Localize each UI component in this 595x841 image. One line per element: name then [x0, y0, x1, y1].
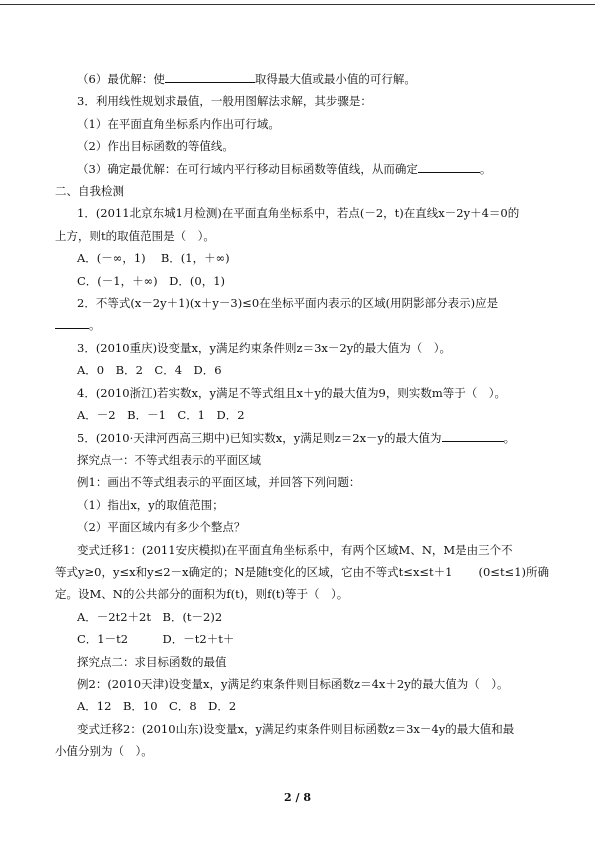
option-line: A．(－∞，1) B．(1，＋∞)	[77, 251, 230, 266]
text-line: 例1：画出不等式组表示的平面区域，并回答下列问题：	[77, 475, 361, 490]
option-line: C．(－1，＋∞) D．(0，1)	[77, 273, 225, 288]
text-line: 定。设M、N的公共部分的面积为f(t)，则f(t)等于（ ）。	[55, 587, 349, 602]
text-line: 小值分别为（ ）。	[55, 744, 153, 759]
fill-blank	[165, 69, 255, 83]
section-heading: 二、自我检测	[55, 184, 124, 199]
text-line: 例2：(2010天津)设变量x，y满足约束条件则目标函数z＝4x＋2y的最大值为（ ）。	[77, 676, 509, 691]
section-heading: 探究点二：求目标函数的最值	[77, 654, 227, 669]
text-line: 上方，则t的取值范围是（ ）。	[55, 228, 215, 243]
option-line: C．1－t2 D．－t2＋t＋	[77, 632, 235, 647]
text-line: 2．不等式(x－2y＋1)(x＋y－3)≤0在坐标平面内表示的区域(用阴影部分表示)应是	[77, 296, 499, 311]
page-number: 2 / 8	[284, 791, 311, 804]
text-line: 3．利用线性规划求最值，一般用图解法求解，其步骤是：	[77, 94, 372, 109]
section-heading: 探究点一：不等式组表示的平面区域	[77, 452, 261, 467]
text-line: （2）平面区域内有多少个整点？	[77, 520, 246, 535]
text-line: 变式迁移1：(2011安庆模拟)在平面直角坐标系中，有两个区域M、N，M是由三个不	[77, 542, 513, 557]
text-line: 1．(2011北京东城1月检测)在平面直角坐标系中，若点(－2，t)在直线x－2y＋4＝0的	[77, 206, 520, 221]
page-body	[55, 68, 549, 763]
text-line: 变式迁移2：(2010山东)设变量x，y满足约束条件则目标函数z＝3x－4y的最大值和最	[77, 721, 515, 736]
text-line: 。	[55, 314, 545, 336]
text-line: 5．(2010·天津河西高三期中)已知实数x，y满足则z＝2x－y的最大值为 。	[55, 427, 545, 449]
option-line: A．－2 B．－1 C．1 D．2	[77, 408, 245, 423]
text-line: （2）作出目标函数的等值线。	[77, 139, 234, 154]
fill-blank	[442, 428, 504, 442]
fill-blank	[418, 159, 480, 173]
top-rule	[0, 4, 595, 5]
text-line: 4．(2010浙江)若实数x，y满足不等式组且x＋y的最大值为9，则实数m等于（ ）。	[77, 385, 506, 400]
option-line: A．12 B．10 C．8 D．2	[77, 699, 237, 714]
text-line: 3．(2010重庆)设变量x，y满足约束条件则z＝3x－2y的最大值为（ ）。	[77, 340, 451, 355]
text-line: （1）在平面直角坐标系内作出可行域。	[77, 116, 280, 131]
option-line: A．0 B．2 C．4 D．6	[77, 363, 222, 378]
text-line: （3）确定最优解：在可行域内平行移动目标函数等值线，从而确定 。	[55, 158, 545, 180]
text-line: （6）最优解：使 取得最大值或最小值的可行解。	[55, 68, 545, 90]
fill-blank	[55, 315, 89, 329]
text-line: （1）指出x，y的取值范围；	[77, 497, 224, 512]
option-line: A．－2t2＋2t B．(t－2)2	[77, 609, 223, 624]
text-line: 等式y≥0，y≤x和y≤2－x确定的；N是随t变化的区域，它由不等式t≤x≤t＋1 (0≤t≤1)所确	[55, 564, 549, 579]
